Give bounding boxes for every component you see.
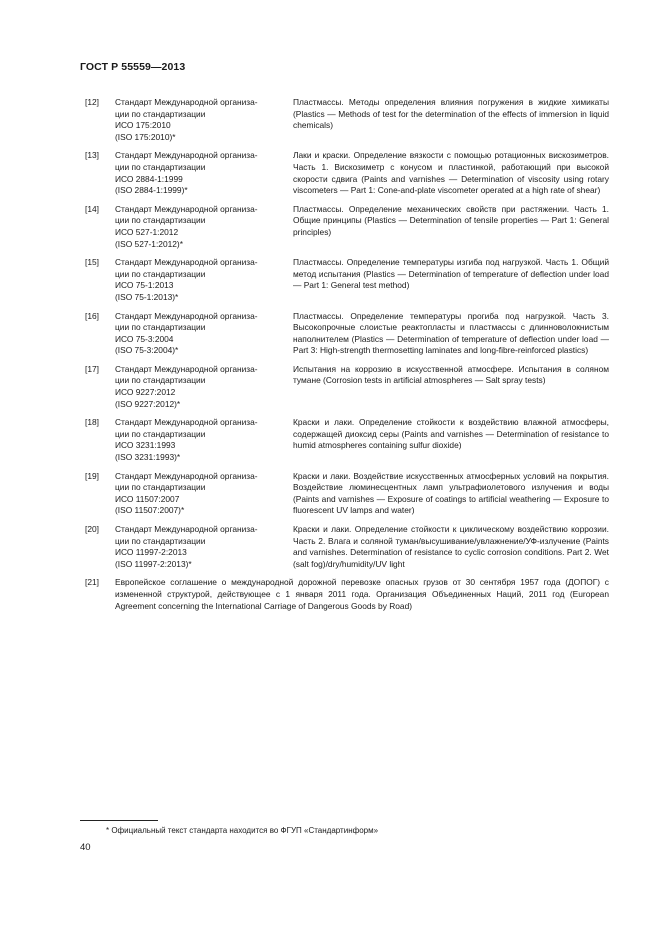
reference-source-line: (ISO 175:2010)* [115,131,176,142]
reference-title: Лаки и краски. Определение вязкости с помощью ротационных вискозиметров. Часть 1. Вискозиметр с конусом и пластинкой, работающий при высокой скорости сдвига (Paints and varnishes — Determination of viscosity using rotary viscometers — Part 1: Cone-and-plate viscometer operated at a high rate of shear) [293,150,609,196]
reference-source-line: (ISO 3231:1993)* [115,452,181,463]
reference-number: [13] [85,150,99,161]
reference-source-line: ИСО 11997-2:2013 [115,547,187,558]
reference-title: Испытания на коррозию в искусственной атмосфере. Испытания в соляном тумане (Corrosion tests in artificial atmospheres — Salt spray tests) [293,363,609,386]
document-header: ГОСТ Р 55559—2013 [80,61,186,73]
reference-source-line: (ISO 75-3:2004)* [115,345,179,356]
reference-title: Пластмассы. Определение механических свойств при растяжении. Часть 1. Общие принципы (Plastics — Determination of tensile properties — Part 1: General principles) [293,203,609,237]
reference-source-line: ИСО 2884-1:1999 [115,173,183,184]
reference-source-line: Стандарт Международной организа- [115,417,258,428]
reference-title: Пластмассы. Определение температуры прогиба под нагрузкой. Часть 3. Высокопрочные слоистые реактопласты и пластмассы с длинноволокнистым наполнителем (Plastics — Determination of temperature of deflection under load — Part 3: High-strength thermosetting laminates and long-fibre-reinforced plastics) [293,310,609,356]
reference-source-line: Стандарт Международной организа- [115,470,258,481]
reference-source-line: ции по стандартизации [115,215,206,226]
reference-number: [20] [85,524,99,534]
reference-source [115,524,293,570]
reference-full-text: Европейское соглашение о международной дорожной перевозке опасных грузов от 30 сентября 1957 года (ДОПОГ) с измененной структурой, действующее с 1 января 2011 года. Организация Объединенных Наций, 2011 год (European Agreement concerning the International Carriage of Dangerous Goods by Road) [115,577,609,611]
reference-entry [85,97,609,143]
reference-entry [85,204,609,250]
reference-source-line: ИСО 11507:2007 [115,493,180,504]
reference-source-line: ИСО 527-1:2012 [115,226,179,237]
footnote: * Официальный текст стандарта находится во ФГУП «Стандартинформ» [106,826,379,835]
reference-source-line: Стандарт Международной организа- [115,203,258,214]
reference-source-line: (ISO 11507:2007)* [115,505,185,516]
reference-number: [18] [85,417,99,428]
reference-source [115,257,293,303]
reference-source-line: Стандарт Международной организа- [115,524,258,534]
reference-source-line: ИСО 175:2010 [115,120,171,131]
reference-number: [12] [85,97,99,107]
reference-source-line: Стандарт Международной организа- [115,257,258,268]
reference-source-line: ИСО 75-1:2013 [115,280,174,291]
reference-entry [85,577,609,612]
reference-source-line: ции по стандартизации [115,482,206,493]
reference-source-line: ции по стандартизации [115,268,206,279]
reference-source-line: Стандарт Международной организа- [115,150,258,161]
reference-source-line: (ISO 527-1:2012)* [115,238,183,249]
reference-source-line: (ISO 75-1:2013)* [115,291,179,302]
reference-entry [85,257,609,303]
reference-source [115,417,293,463]
reference-number: [17] [85,363,99,374]
reference-number: [21] [85,577,99,588]
reference-source-line: Стандарт Международной организа- [115,363,258,374]
reference-source-line: ИСО 3231:1993 [115,440,176,451]
reference-entry [85,471,609,517]
reference-entry [85,150,609,196]
reference-title: Пластмассы. Методы определения влияния погружения в жидкие химикаты (Plastics — Methods of test for the determination of the effects of immersion in liquid chemicals) [293,97,609,131]
reference-source-line: (ISO 9227:2012)* [115,398,181,409]
reference-source [115,150,293,196]
reference-source-line: ции по стандартизации [115,161,206,172]
reference-number: [15] [85,257,99,268]
reference-source-line: ции по стандартизации [115,535,206,546]
reference-source [115,364,293,410]
reference-source-line: ИСО 9227:2012 [115,387,176,398]
footnote-divider [80,820,158,821]
reference-list [85,97,609,619]
reference-source-line: ИСО 75-3:2004 [115,333,174,344]
reference-title: Краски и лаки. Определение стойкости к циклическому воздействию коррозии. Часть 2. Влага и соляной туман/высушивание/увлажнение/УФ-излучение (Paints and varnishes. Determination of resistance to cyclic corrosion conditions. Part 2. Wet (salt fog)/dry/humidity/UV light [293,524,609,569]
reference-source [115,471,293,517]
reference-title: Краски и лаки. Воздействие искусственных атмосферных условий на покрытия. Воздействие люминесцентных ламп ультрафиолетового излучения и воды (Paints and varnishes — Exposure of coatings to artificial weathering — Exposure to fluorescent UV lamps and water) [293,470,609,516]
reference-source [115,97,293,143]
reference-source [115,311,293,357]
reference-number: [19] [85,470,99,481]
reference-source-line: ции по стандартизации [115,108,206,119]
page-number: 40 [80,842,91,853]
reference-source-line: Стандарт Международной организа- [115,310,258,321]
reference-source-line: ции по стандартизации [115,428,206,439]
reference-number: [14] [85,203,99,214]
reference-number: [16] [85,310,99,321]
reference-entry [85,311,609,357]
reference-source-line: ции по стандартизации [115,375,206,386]
reference-source-line: (ISO 11997-2:2013)* [115,558,192,569]
reference-entry [85,364,609,410]
reference-title: Пластмассы. Определение температуры изгиба под нагрузкой. Часть 1. Общий метод испытания (Plastics — Determination of temperature of deflection under load — Part 1: General test method) [293,257,609,291]
reference-source-line: ции по стандартизации [115,322,206,333]
reference-entry [85,524,609,570]
reference-title: Краски и лаки. Определение стойкости к воздействию влажной атмосферы, содержащей диоксид серы (Paints and varnishes — Determination of resistance to humid atmospheres containing sulfur dioxide) [293,417,609,451]
reference-source [115,204,293,250]
reference-source-line: (ISO 2884-1:1999)* [115,185,188,196]
reference-entry [85,417,609,463]
reference-source-line: Стандарт Международной организа- [115,97,258,107]
